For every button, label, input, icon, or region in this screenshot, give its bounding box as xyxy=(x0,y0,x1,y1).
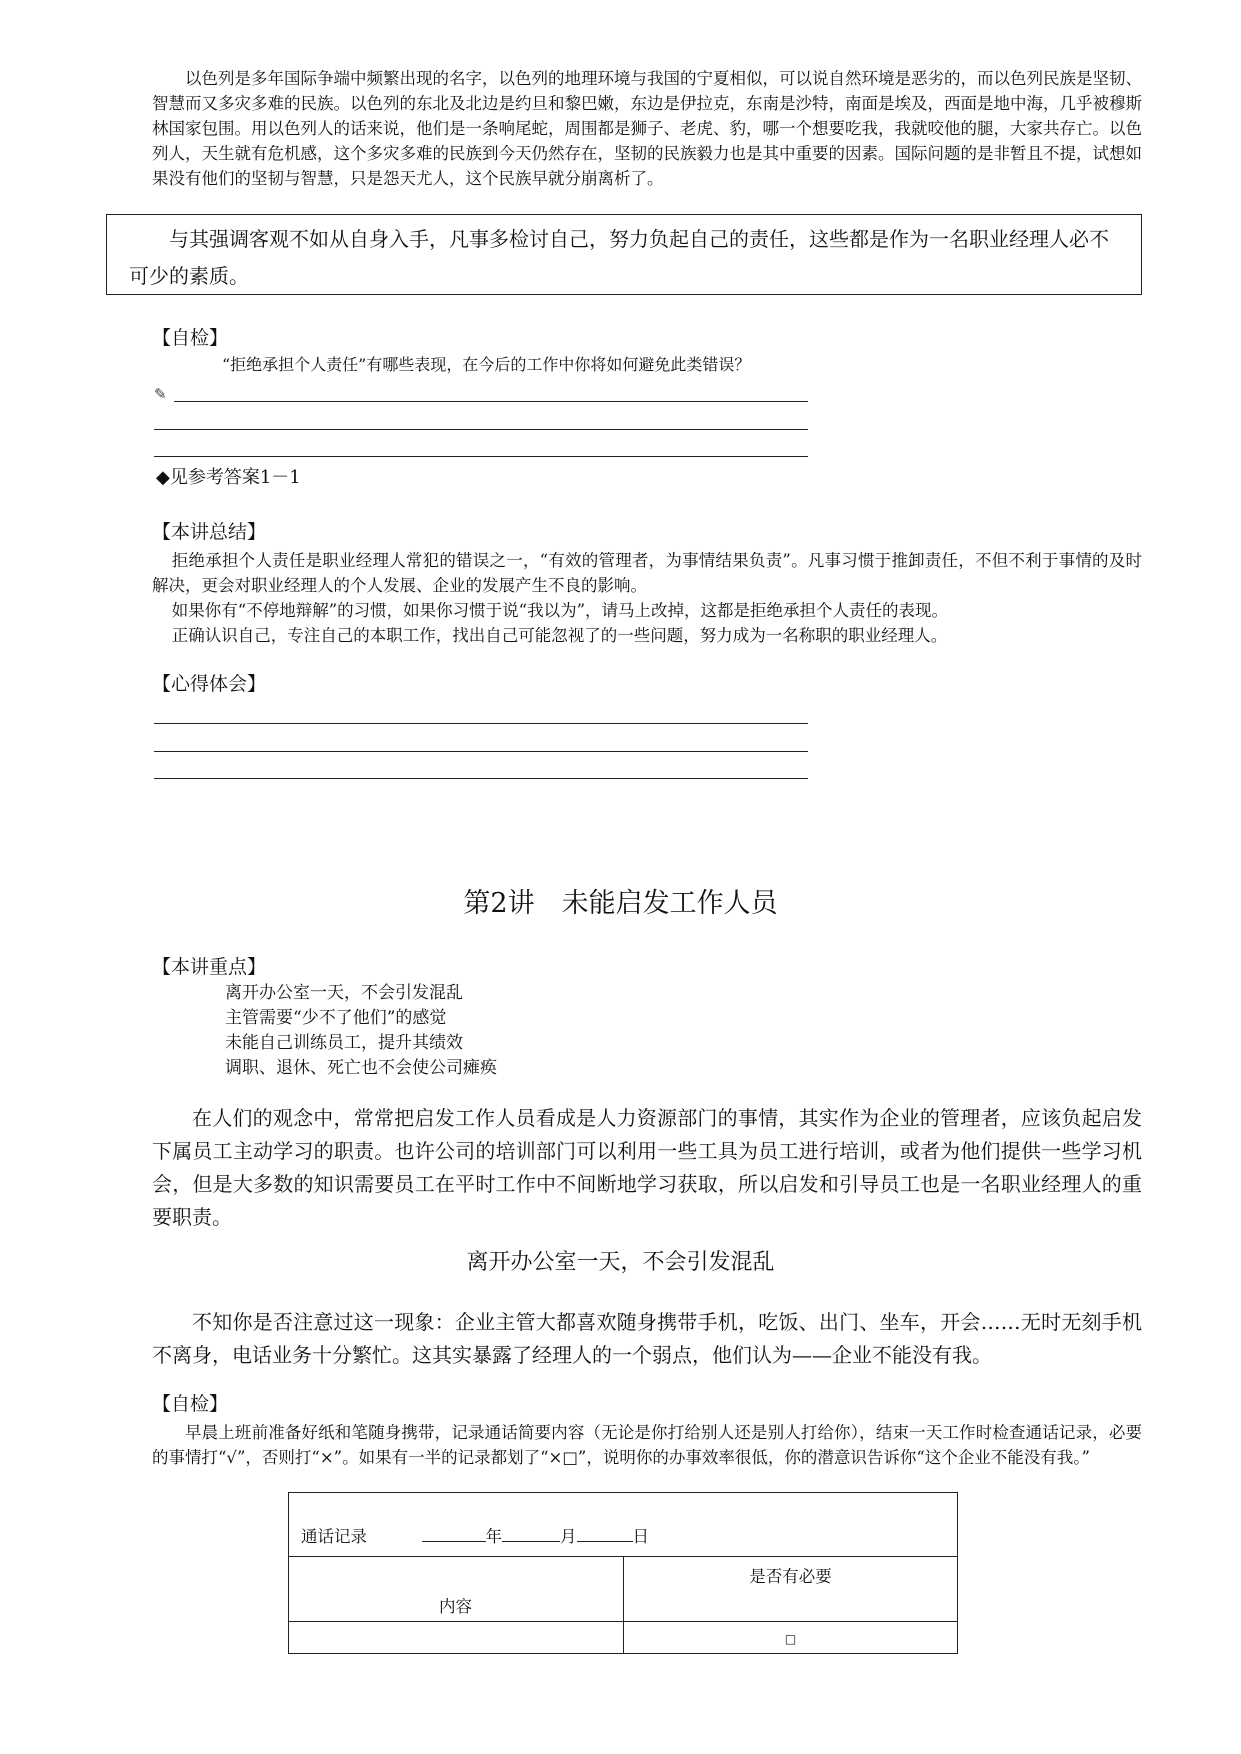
body-paragraph: 在人们的观念中，常常把启发工作人员看成是人力资源部门的事情，其实作为企业的管理者，应该负起启发下属员工主动学习的职责。也许公司的培训部门可以利用一些工具为员工进行培训，或者为他们提供一些学习机会，但是大多数的知识需要员工在平时工作中不间断地学习获取，所以启发和引导员工也是一名职业经理人的重要职责。 xyxy=(152,1106,1142,1229)
key-point-item: 调职、退休、死亡也不会使公司瘫痪 xyxy=(225,1058,497,1078)
reflection-line-3[interactable] xyxy=(154,778,808,779)
summary-paragraph: 正确认识自己，专注自己的本职工作，找出自己可能忽视了的一些问题，努力成为一名称职的职业经理人。 xyxy=(171,626,948,645)
necessary-column-label: 是否有必要 xyxy=(749,1567,832,1586)
subsection-title: 离开办公室一天，不会引发混乱 xyxy=(466,1250,775,1275)
day-label: 日 xyxy=(632,1526,649,1546)
answer-line-3[interactable] xyxy=(154,456,808,457)
day-blank[interactable] xyxy=(577,1525,633,1542)
key-point-item: 主管需要“少不了他们”的感觉 xyxy=(225,1008,447,1028)
pen-icon: ✎ xyxy=(154,385,167,403)
call-log-title: 通话记录 xyxy=(301,1526,367,1546)
call-log-header xyxy=(289,1493,958,1557)
key-point-item: 未能自己训练员工，提升其绩效 xyxy=(225,1033,463,1053)
necessary-column-header xyxy=(624,1557,958,1622)
summary-paragraph: 如果你有“不停地辩解”的习惯，如果你习惯于说“我以为”，请马上改掉，这都是拒绝承担个人责任的表现。 xyxy=(171,601,949,620)
month-label: 月 xyxy=(560,1526,577,1546)
month-blank[interactable] xyxy=(502,1525,560,1542)
content-column-header xyxy=(289,1557,624,1622)
intro-paragraph: 以色列是多年国际争端中频繁出现的名字，以色列的地理环境与我国的宁夏相似，可以说自然环境是恶劣的，而以色列民族是坚韧、智慧而又多灾多难的民族。以色列的东北及北边是约旦和黎巴嫩，东边是伊拉克，东南是沙特，南面是埃及，西面是地中海，几乎被穆斯林国家包围。用以色列人的话来说，他们是一条响尾蛇，周围都是狮子、老虎、豹，哪一个想要吃我，我就咬他的腿，大家共存亡。以色列人，天生就有危机感，这个多灾多难的民族到今天仍然存在，坚韧的民族毅力也是其中重要的因素。国际问题的是非暂且不提，试想如果没有他们的坚韧与智慧，只是怨天尤人，这个民族早就分崩离析了。 xyxy=(152,69,1142,188)
self-check-instructions: 早晨上班前准备好纸和笔随身携带，记录通话简要内容（无论是你打给别人还是别人打给你），结束一天工作时检查通话记录，必要的事情打“√”，否则打“×”。如果有一半的记录都划了“×□”，说明你的办事效率很低，你的潜意识告诉你“这个企业不能没有我。” xyxy=(152,1423,1142,1467)
year-label: 年 xyxy=(485,1526,502,1546)
content-column-label: 内容 xyxy=(439,1597,472,1616)
summary-heading: 【本讲总结】 xyxy=(152,521,267,543)
content-cell[interactable] xyxy=(289,1622,624,1654)
answer-line-1[interactable] xyxy=(174,401,808,402)
checkbox-icon[interactable]: □ xyxy=(784,1632,797,1646)
self-check-heading: 【自检】 xyxy=(152,327,229,349)
key-points-heading: 【本讲重点】 xyxy=(152,956,267,978)
year-blank[interactable] xyxy=(422,1525,486,1542)
summary-paragraph: 拒绝承担个人责任是职业经理人常犯的错误之一，“有效的管理者，为事情结果负责”。凡事习惯于推卸责任，不但不利于事情的及时解决，更会对职业经理人的个人发展、企业的发展产生不良的影响。 xyxy=(152,551,1142,595)
key-point-item: 离开办公室一天，不会引发混乱 xyxy=(225,983,463,1003)
summary-section xyxy=(152,548,1142,648)
key-message-text: 与其强调客观不如从自身入手，凡事多检讨自己，努力负起自己的责任，这些都是作为一名职业经理人必不可少的素质。 xyxy=(129,227,1109,288)
answer-line-2[interactable] xyxy=(154,429,808,430)
necessary-cell[interactable] xyxy=(624,1622,958,1654)
self-check-heading: 【自检】 xyxy=(152,1393,229,1415)
call-log-table xyxy=(288,1492,958,1654)
reflection-heading: 【心得体会】 xyxy=(152,673,267,695)
key-message-box xyxy=(106,214,1142,295)
lecture-title: 第2讲 未能启发工作人员 xyxy=(463,888,778,919)
reflection-line-2[interactable] xyxy=(154,751,808,752)
key-points-list xyxy=(225,981,497,1081)
table-row xyxy=(289,1622,958,1654)
body-paragraph: 不知你是否注意过这一现象：企业主管大都喜欢随身携带手机，吃饭、出门、坐车，开会……无时无刻手机不离身，电话业务十分繁忙。这其实暴露了经理人的一个弱点，他们认为——企业不能没有我。 xyxy=(152,1310,1142,1367)
self-check-question: “拒绝承担个人责任”有哪些表现，在今后的工作中你将如何避免此类错误？ xyxy=(222,355,751,374)
reflection-line-1[interactable] xyxy=(154,723,808,724)
reference-answer-link: ◆见参考答案1－1 xyxy=(156,467,301,488)
